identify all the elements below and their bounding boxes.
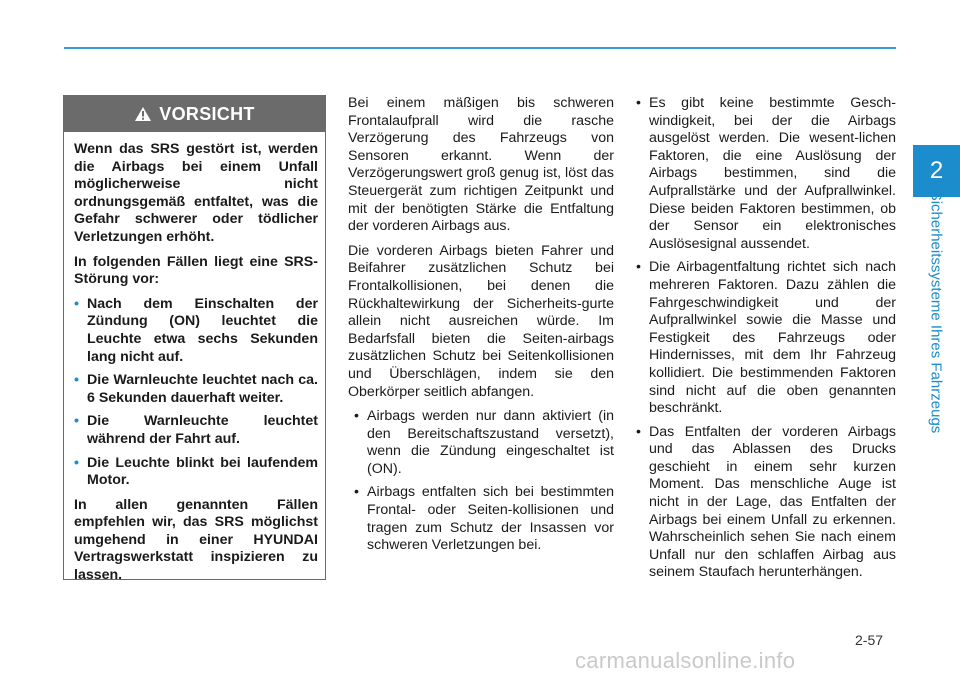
top-rule — [64, 47, 896, 49]
bullet-icon: • — [74, 295, 79, 312]
caution-body — [64, 132, 325, 585]
bullet-icon: • — [354, 484, 359, 501]
bullet-icon: • — [636, 423, 641, 440]
bullet-list — [636, 95, 896, 582]
list-item: • Airbags werden nur dann aktiviert (in den Bereitschaftszustand versetzt), wenn die Zündung eingeschaltet ist (ON). — [354, 408, 614, 477]
caution-list — [74, 296, 318, 490]
body-paragraph: Die vorderen Airbags bieten Fahrer und Beifahrer zusätzlichen Schutz bei Frontalkollisionen, bei denen die Rückhaltewirkung der Sicherheits-gurte allein nicht ausreichen würde. Im Bedarfsfall bieten die Seiten-airbags zusätzlichen Schutz bei Seitenkollisionen und Überschlägen, indem sie den Oberkörper seitlich abfangen. — [348, 242, 614, 400]
caution-header — [64, 96, 325, 132]
bullet-list — [354, 408, 614, 555]
bullet-icon: • — [354, 408, 359, 425]
list-item: • Die Airbagentfaltung richtet sich nach mehreren Faktoren. Dazu zählen die Fahrgeschwindigkeit und der Aufprallwinkel sowie die Masse und Festigkeit des Fahrzeugs oder Hindernisses, mit dem Ihr Fahrzeug kollidiert. Die bestimmenden Faktoren sind nicht auf die oben genannten beschränkt. — [636, 259, 896, 417]
list-item: • Das Entfalten der vorderen Airbags und das Ablassen des Drucks geschieht in einem sehr kurzen Moment. Das menschliche Auge ist nicht in der Lage, das Entfalten der Airbags bei einem Unfall zu erkennen. Wahrscheinlich sehen Sie nach einem Unfall nur den schlaffen Airbag aus seinem Staufach herunterhängen. — [636, 423, 896, 581]
chapter-tab[interactable] — [913, 145, 960, 197]
bullet-icon: • — [74, 454, 79, 471]
list-item: • Die Leuchte blinkt bei laufendem Motor. — [74, 454, 318, 489]
bullet-icon: • — [636, 259, 641, 276]
page-number: 2-57 — [855, 632, 884, 648]
list-item: • Airbags entfalten sich bei bestimmten Frontal- oder Seiten-kollisionen und tragen zum Schutz der Insassen vor schweren Verletzungen bei. — [354, 484, 614, 554]
body-paragraph: Bei einem mäßigen bis schweren Frontalaufprall wird die rasche Verzögerung des Fahrzeugs von Sensoren erkannt. Wenn der Verzögerungswert groß genug ist, löst das Steuergerät zum richtigen Zeitpunkt und mit der benötigten Stärke die Entfaltung der vorderen Airbags aus. — [348, 95, 614, 235]
warning-triangle-icon — [134, 106, 152, 122]
caution-box — [63, 95, 326, 584]
chapter-title: Sicherheitssysteme Ihres Fahrzeugs — [927, 190, 945, 434]
list-item: • Die Warnleuchte leuchtet während der Fahrt auf. — [74, 413, 318, 447]
text-column-right — [636, 95, 896, 588]
caution-paragraph: In folgenden Fällen liegt eine SRS-Störung vor: — [74, 253, 318, 288]
caution-paragraph: Wenn das SRS gestört ist, werden die Airbags bei einem Unfall möglicherweise nicht ordnungsgemäß entfaltet, was die Gefahr schwerer oder tödlicher Verletzungen erhöht. — [74, 141, 318, 245]
bullet-icon: • — [636, 95, 641, 111]
list-item: • Die Warnleuchte leuchtet nach ca. 6 Sekunden dauerhaft weiter. — [74, 372, 318, 406]
bullet-icon: • — [74, 413, 79, 430]
bullet-icon: • — [74, 372, 79, 389]
watermark: carmanualsonline.info — [575, 648, 796, 673]
list-item: • Es gibt keine bestimmte Gesch-windigkeit, bei der die Airbags ausgelöst werden. Die wesent-lichen Faktoren, die eine Auslösung der Airbags bestimmen, sind die Aufprallstärke und der Aufprallwinkel. Diese beiden Faktoren bestimmen, ob der Sensor ein elektronisches Auslösesignal aussendet. — [636, 95, 896, 252]
text-column-middle — [348, 95, 614, 561]
caution-title: VORSICHT — [159, 103, 255, 124]
caution-paragraph: In allen genannten Fällen empfehlen wir, das SRS möglichst umgehend in einer HYUNDAI Vertragswerkstatt inspizieren zu lassen. — [74, 496, 318, 584]
chapter-number: 2 — [929, 157, 944, 184]
list-item: • Nach dem Einschalten der Zündung (ON) leuchtet die Leuchte etwa sechs Sekunden lang nicht auf. — [74, 295, 318, 365]
